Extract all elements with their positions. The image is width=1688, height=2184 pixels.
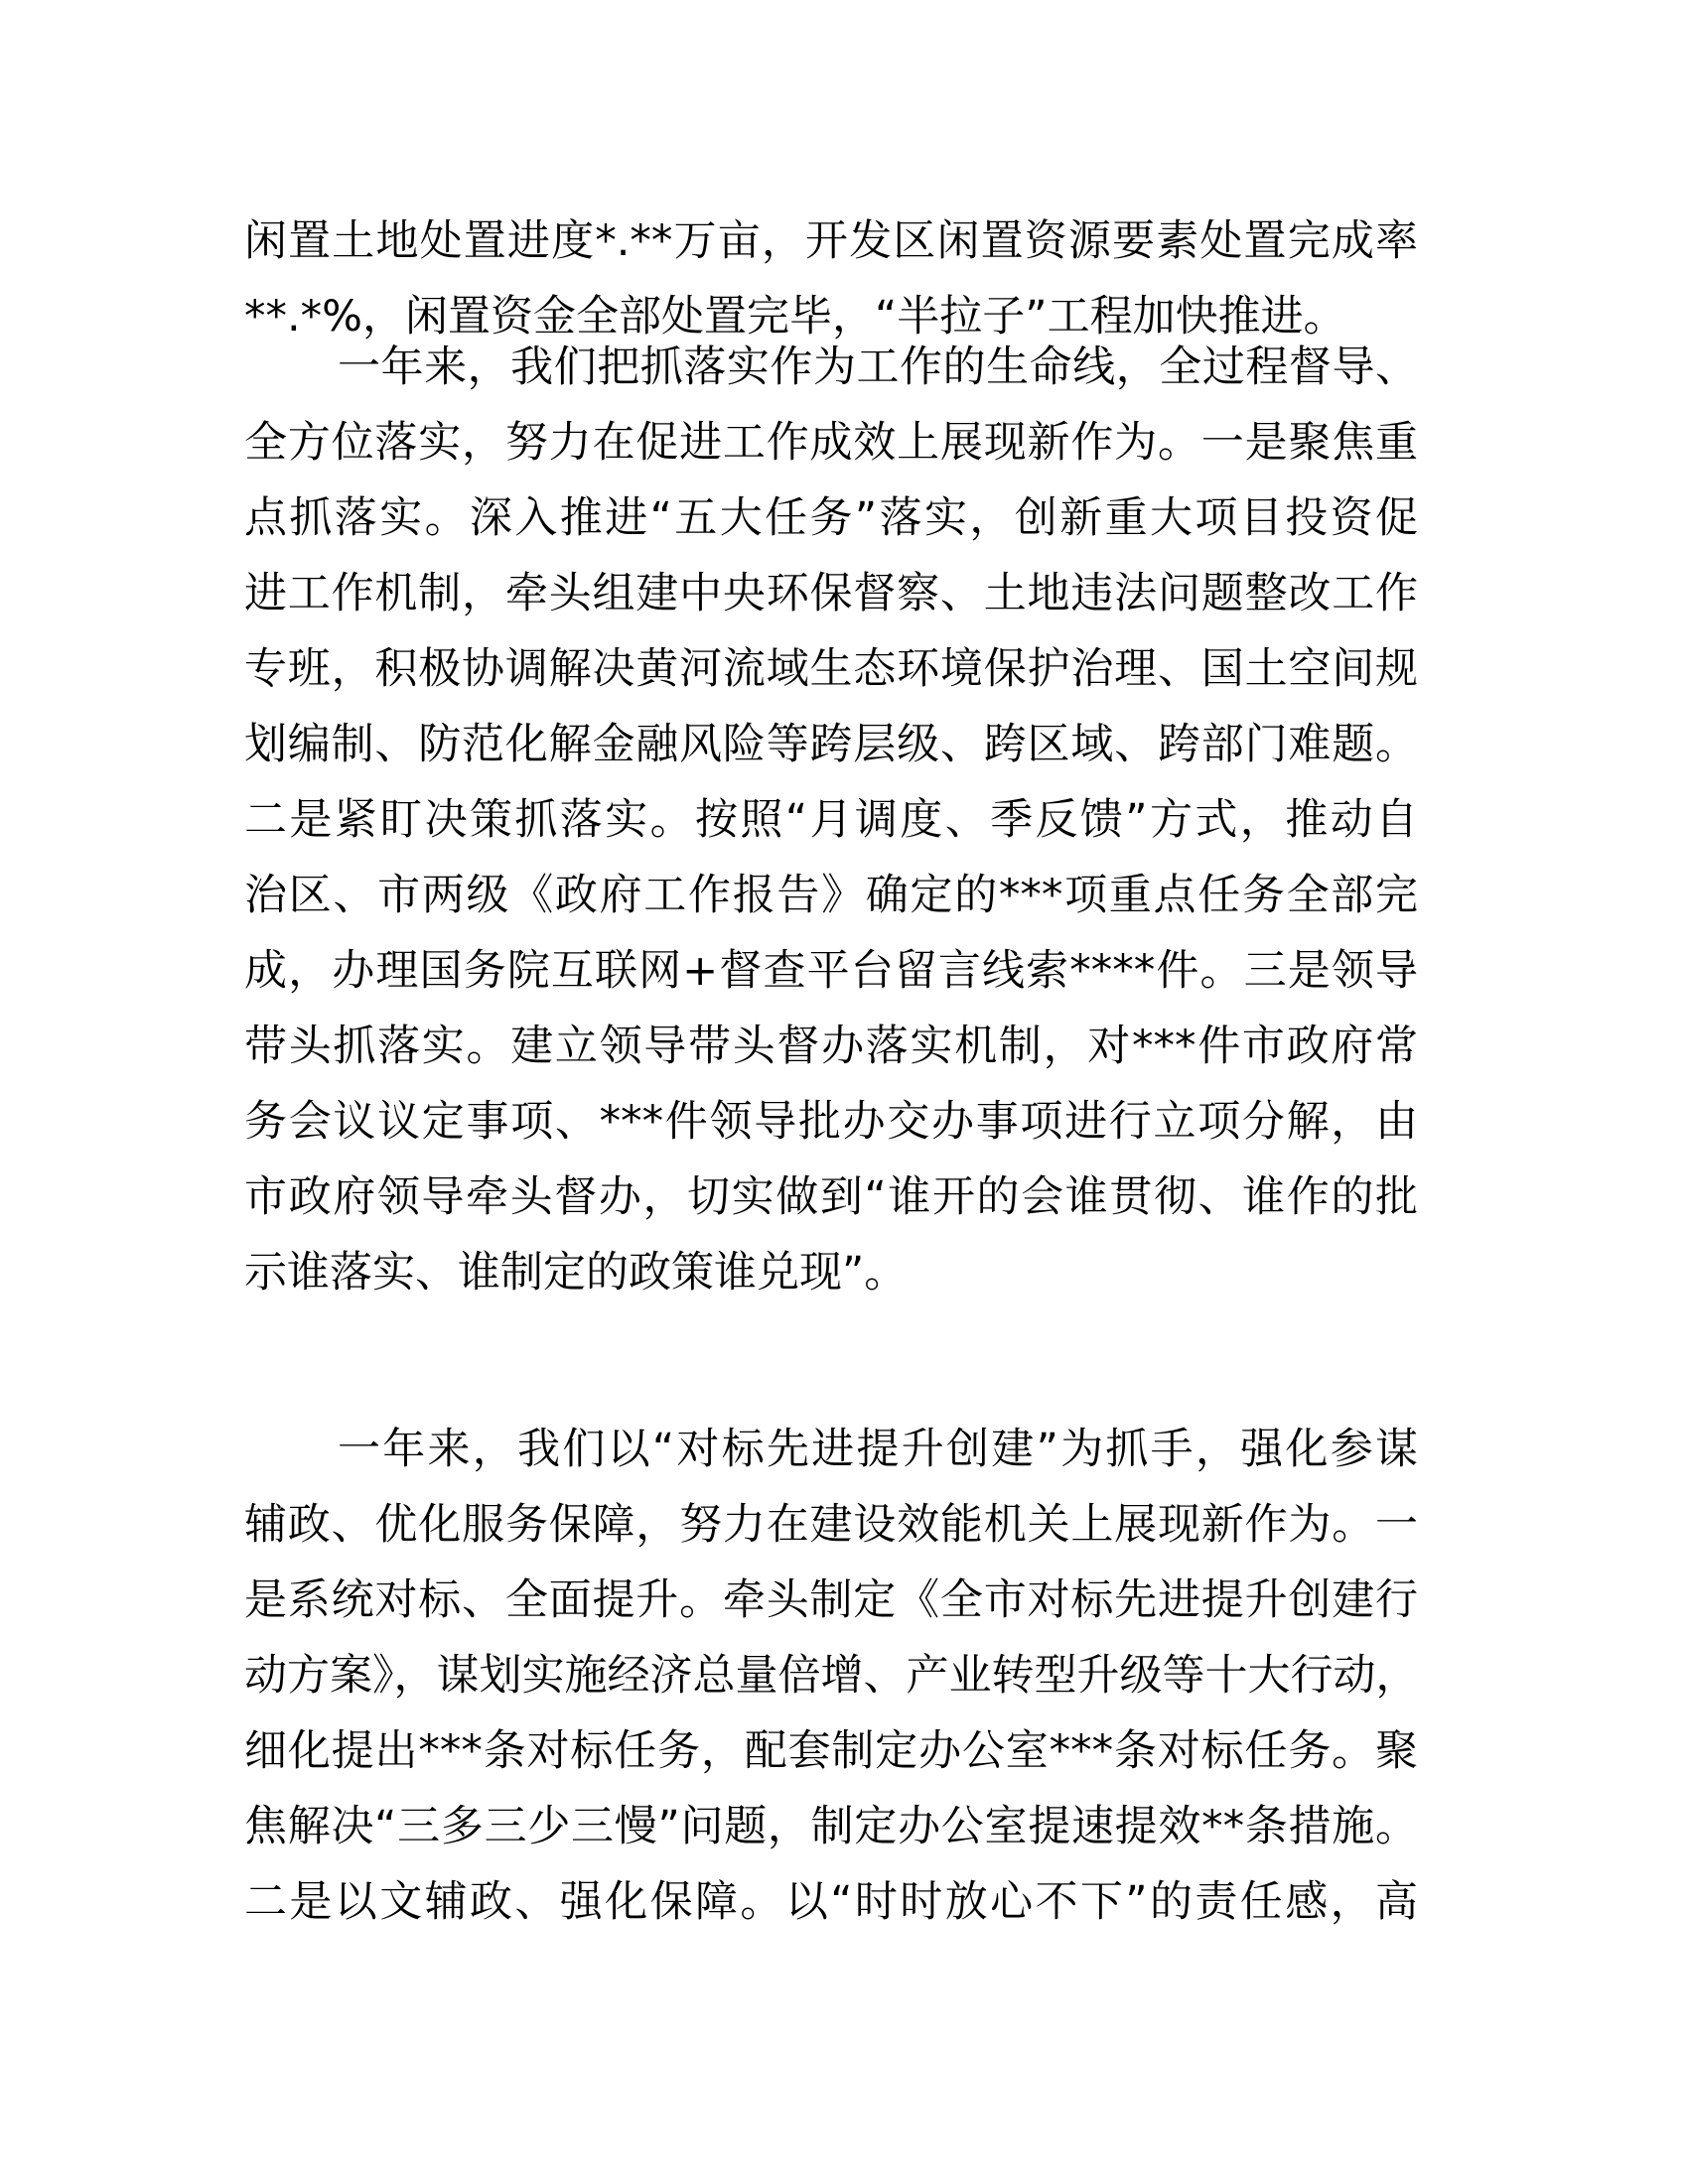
text-line: 点抓落实。深入推进“五大任务”落实，创新重大项目投资促: [244, 493, 1418, 543]
text-line: 辅政、优化服务保障，努力在建设效能机关上展现新作为。一: [244, 1500, 1418, 1550]
text-line: 细化提出***条对标任务，配套制定办公室***条对标任务。聚: [244, 1726, 1418, 1776]
text-line: **.*%，闲置资金全部处置完毕，“半拉子”工程加快推进。: [244, 292, 1346, 341]
text-line: 动方案》，谋划实施经济总量倍增、产业转型升级等十大行动，: [244, 1651, 1419, 1701]
text-line: 务会议议定事项、***件领导批办交办事项进行立项分解，由: [244, 1097, 1418, 1147]
text-line: 治区、市两级《政府工作报告》确定的***项重点任务全部完: [244, 871, 1418, 920]
text-line: 示谁落实、谁制定的政策谁兑现”。: [244, 1248, 908, 1297]
text-line: 是系统对标、全面提升。牵头制定《全市对标先进提升创建行: [244, 1575, 1418, 1625]
text-line: 二是紧盯决策抓落实。按照“月调度、季反馈”方式，推动自: [244, 795, 1418, 845]
text-line: 闲置土地处置进度*.**万亩，开发区闲置资源要素处置完成率: [244, 216, 1418, 266]
text-line: 二是以文辅政、强化保障。以“时时放心不下”的责任感，高: [244, 1877, 1418, 1927]
text-line: 全方位落实，努力在促进工作成效上展现新作为。一是聚焦重: [244, 418, 1418, 468]
text-line: 市政府领导牵头督办，切实做到“谁开的会谁贯彻、谁作的批: [244, 1172, 1418, 1222]
text-line: 成，办理国务院互联网+督查平台留言线索****件。三是领导: [244, 946, 1418, 996]
text-line: 专班，积极协调解决黄河流域生态环境保护治理、国土空间规: [244, 644, 1418, 694]
text-line: 一年来，我们以“对标先进提升创建”为抓手，强化参谋: [338, 1425, 1418, 1474]
text-line: 焦解决“三多三少三慢”问题，制定办公室提速提效**条措施。: [244, 1802, 1418, 1851]
text-line: 一年来，我们把抓落实作为工作的生命线，全过程督导、: [338, 342, 1418, 392]
text-line: 带头抓落实。建立领导带头督办落实机制，对***件市政府常: [244, 1022, 1418, 1071]
text-line: 进工作机制，牵头组建中央环保督察、土地违法问题整改工作: [244, 569, 1418, 618]
text-line: 划编制、防范化解金融风险等跨层级、跨区域、跨部门难题。: [244, 720, 1418, 769]
